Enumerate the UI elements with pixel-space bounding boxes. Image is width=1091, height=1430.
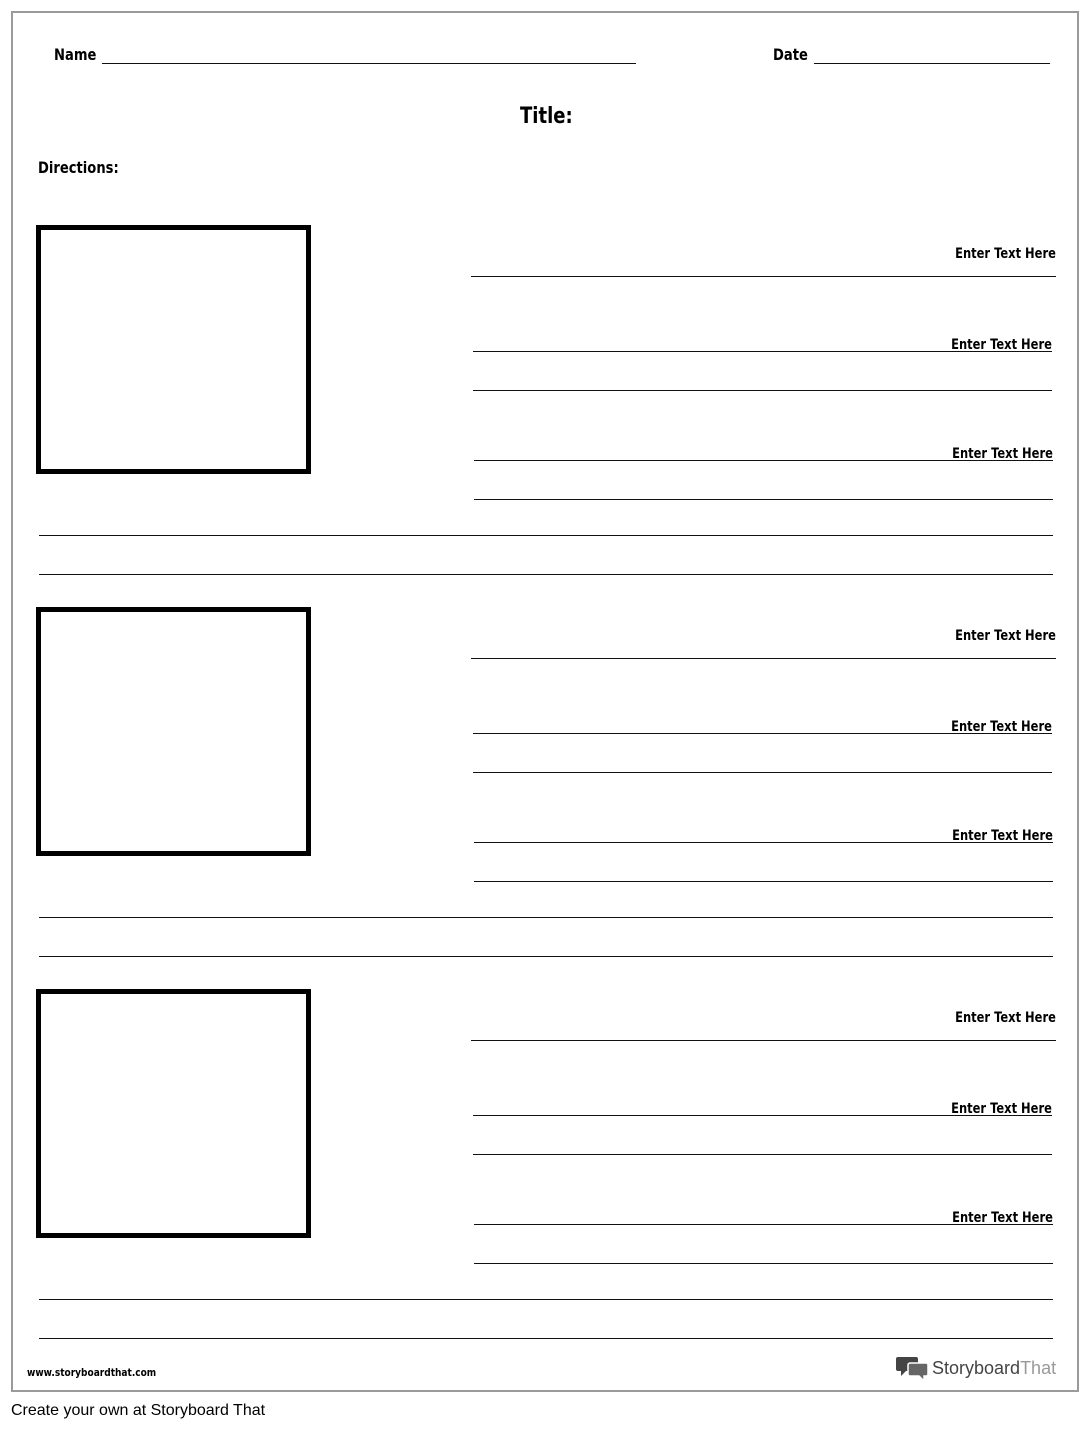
name-line[interactable] [102, 63, 636, 64]
enter-text-2-1[interactable]: Enter Text Here [955, 628, 1056, 644]
speech-bubbles-icon [896, 1354, 930, 1382]
enter-text-3-3[interactable]: Enter Text Here [952, 1210, 1053, 1226]
enter-text-2-3[interactable]: Enter Text Here [952, 828, 1053, 844]
enter-text-1-1[interactable]: Enter Text Here [955, 246, 1056, 262]
writing-line[interactable] [474, 460, 1053, 461]
date-label: Date [773, 45, 808, 64]
writing-line[interactable] [39, 956, 1053, 957]
name-label: Name [54, 45, 97, 64]
directions-label: Directions: [38, 158, 119, 177]
writing-line[interactable] [474, 499, 1053, 500]
logo-word-that: That [1020, 1357, 1057, 1378]
create-your-own-caption[interactable]: Create your own at Storyboard That [11, 1402, 266, 1419]
page-title: Title: [520, 104, 573, 129]
image-frame-2[interactable] [36, 607, 311, 856]
writing-line[interactable] [473, 1154, 1052, 1155]
writing-line[interactable] [473, 772, 1052, 773]
enter-text-3-2[interactable]: Enter Text Here [951, 1101, 1052, 1117]
enter-text-3-1[interactable]: Enter Text Here [955, 1010, 1056, 1026]
logo-word-storyboard: Storyboard [932, 1357, 1021, 1378]
writing-line[interactable] [39, 1338, 1053, 1339]
writing-line[interactable] [471, 658, 1056, 659]
writing-line[interactable] [39, 917, 1053, 918]
writing-line[interactable] [473, 1115, 1052, 1116]
writing-line[interactable] [473, 733, 1052, 734]
writing-line[interactable] [474, 881, 1053, 882]
writing-line[interactable] [471, 1040, 1056, 1041]
enter-text-1-2[interactable]: Enter Text Here [951, 337, 1052, 353]
writing-line[interactable] [474, 1224, 1053, 1225]
writing-line[interactable] [473, 351, 1052, 352]
enter-text-1-3[interactable]: Enter Text Here [952, 446, 1053, 462]
storyboardthat-logo[interactable] [896, 1354, 1066, 1382]
writing-line[interactable] [39, 1299, 1053, 1300]
writing-line[interactable] [471, 276, 1056, 277]
writing-line[interactable] [39, 574, 1053, 575]
image-frame-1[interactable] [36, 225, 311, 474]
logo-wordmark [932, 1358, 1056, 1379]
writing-line[interactable] [474, 842, 1053, 843]
image-frame-3[interactable] [36, 989, 311, 1238]
writing-line[interactable] [474, 1263, 1053, 1264]
writing-line[interactable] [39, 535, 1053, 536]
enter-text-2-2[interactable]: Enter Text Here [951, 719, 1052, 735]
writing-line[interactable] [473, 390, 1052, 391]
date-line[interactable] [814, 63, 1050, 64]
footer-url: www.storyboardthat.com [27, 1366, 157, 1379]
